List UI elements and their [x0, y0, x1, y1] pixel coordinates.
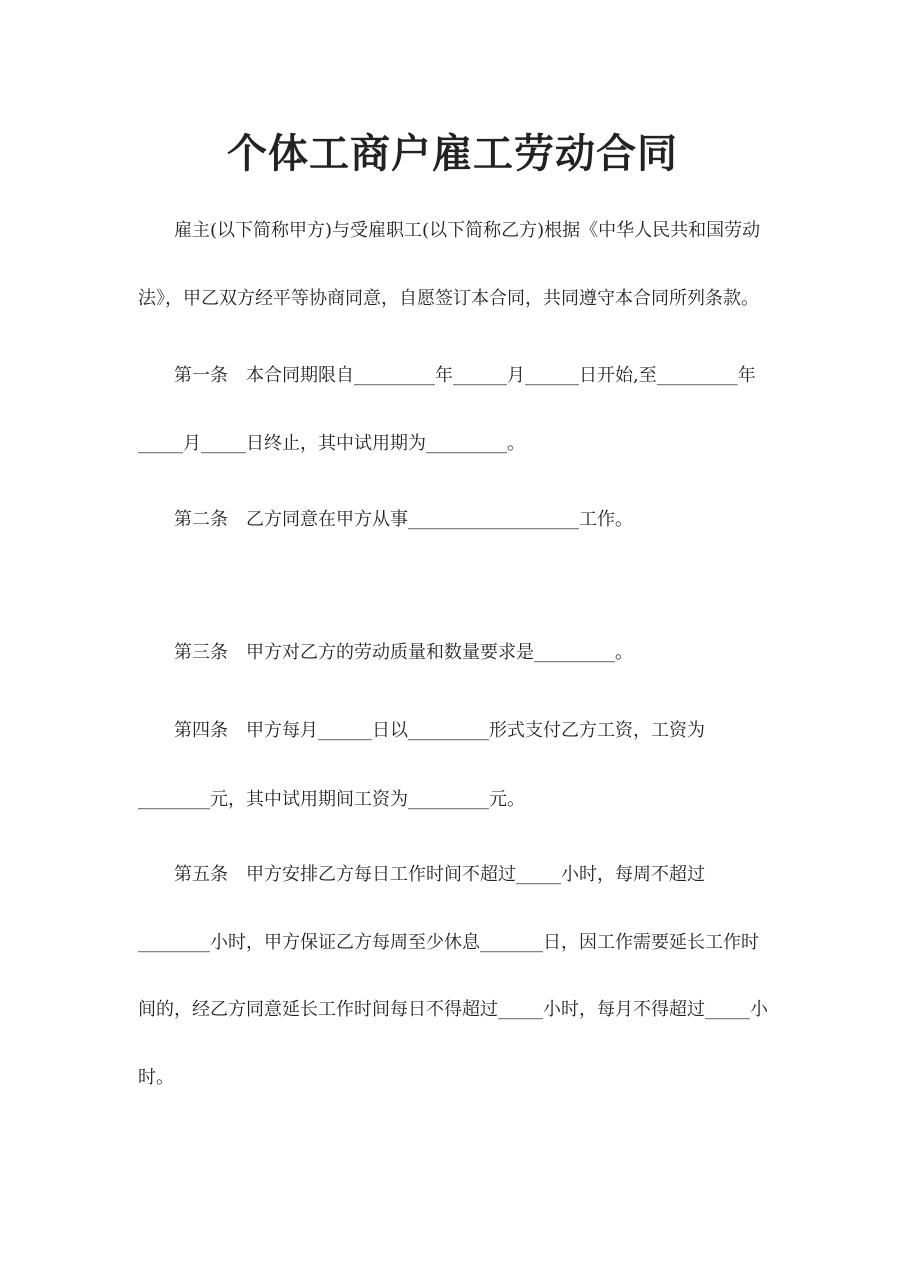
article-5-line-4: 时。 [138, 1067, 174, 1088]
article-5-line-2: ________小时，甲方保证乙方每周至少休息_______日，因工作需要延长工作时 [138, 932, 759, 953]
article-1-label: 第一条 [174, 365, 228, 386]
article-3-label: 第三条 [174, 642, 228, 663]
article-5-label: 第五条 [174, 864, 228, 885]
article-4-line-1 [174, 719, 705, 743]
article-2-line-1 [174, 508, 633, 532]
document-title: 个体工商户雇工劳动合同 [227, 130, 678, 177]
article-4-line-2: ________元，其中试用期间工资为_________元。 [138, 789, 525, 810]
article-4-label: 第四条 [174, 720, 228, 741]
article-3-text: 甲方对乙方的劳动质量和数量要求是_________。 [246, 642, 633, 663]
article-1-text: 本合同期限自_________年______月______日开始,至_________年 [246, 365, 756, 386]
article-5-line-3: 间的，经乙方同意延长工作时间每日不得超过_____小时，每月不得超过_____小 [138, 999, 768, 1020]
preamble-line-1: 雇主(以下简称甲方)与受雇职工(以下简称乙方)根据《中华人民共和国劳动 [174, 220, 761, 241]
article-3-line-1 [174, 641, 633, 665]
article-5-line-1 [174, 863, 705, 887]
article-2-label: 第二条 [174, 509, 228, 530]
preamble-line-2: 法》，甲乙双方经平等协商同意，自愿签订本合同，共同遵守本合同所列条款。 [138, 288, 759, 309]
article-4-text: 甲方每月______日以_________形式支付乙方工资，工资为 [246, 720, 705, 741]
article-1-line-2: _____月_____日终止，其中试用期为_________。 [138, 433, 525, 454]
article-1-line-1 [174, 364, 756, 388]
article-5-text: 甲方安排乙方每日工作时间不超过_____小时，每周不超过 [246, 864, 705, 885]
article-2-text: 乙方同意在甲方从事___________________工作。 [246, 509, 633, 530]
